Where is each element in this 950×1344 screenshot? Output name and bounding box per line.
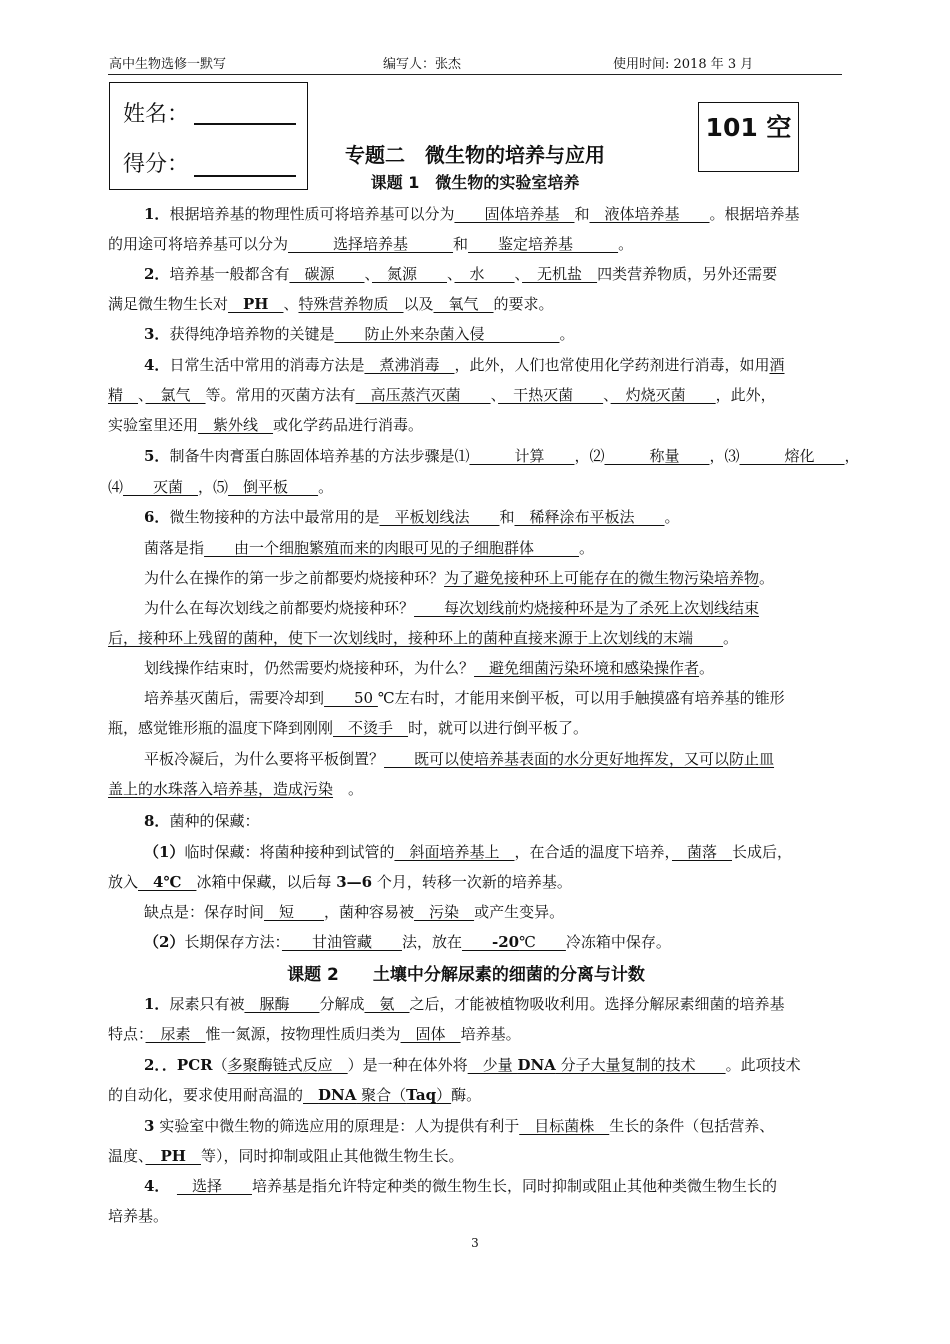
text-segment: 个月，转移一次新的培养基。 <box>372 873 572 891</box>
text-segment: 。根据培养基 <box>709 205 800 223</box>
answer-blank: -20 <box>492 933 520 951</box>
answer-blank: 不烫手 <box>333 719 409 737</box>
lesson1-title: 课题 1 微生物的实验室培养 <box>370 173 580 192</box>
text-segment: 特点： <box>108 1025 146 1043</box>
text-segment: 四类营养物质，另外还需要 <box>597 265 778 283</box>
text-segment: 。 <box>759 569 775 587</box>
answer-blank: 聚合（ <box>356 1086 407 1104</box>
answer-blank: 固体培养基 <box>454 205 575 223</box>
text-segment: 分解成 <box>319 995 365 1013</box>
text-segment: 培养基。 <box>460 1025 521 1043</box>
answer-blank: 碳源 <box>289 265 365 283</box>
header-left: 高中生物选修一默写 <box>109 57 227 72</box>
answer-blank: 4℃ <box>138 873 197 891</box>
text-segment: 。 <box>318 478 334 496</box>
text-segment: 培养基。 <box>108 1207 169 1225</box>
text-segment: （2） <box>144 933 185 951</box>
answer-blank: 氧气 <box>433 295 494 313</box>
text-segment: 的自动化，要求使用耐高温的 <box>108 1086 304 1104</box>
answer-blank: 每次划线前灼烧接种环是为了杀死上次划线结束 <box>414 599 760 617</box>
text-line <box>144 901 844 923</box>
text-segment: 4． <box>144 356 170 374</box>
text-segment: 和 <box>574 205 590 223</box>
text-line <box>144 1115 844 1137</box>
text-segment: 缺点是：保存时间 <box>144 903 265 921</box>
text-segment: 根据培养基的物理性质可将培养基可以分为 <box>169 205 455 223</box>
text-segment: ℃左右时，才能用来倒平板，可以用手触摸盛有培养基的锥形 <box>377 689 785 707</box>
header-date: 使用时间: 2018 年 3 月 <box>613 57 754 72</box>
text-segment: 和 <box>453 235 469 253</box>
text-line <box>108 233 844 255</box>
text-segment: 、 <box>447 265 455 283</box>
text-segment: 菌落是指 <box>144 539 205 557</box>
text-segment: 惟一氮源，按物理性质归类为 <box>205 1025 401 1043</box>
text-segment: 。 <box>333 780 364 798</box>
text-line <box>108 1145 844 1167</box>
text-segment: ，⑸ <box>198 478 229 496</box>
text-segment: 、 <box>138 386 146 404</box>
answer-blank: Taq <box>406 1086 437 1104</box>
text-segment: 、 <box>490 386 499 404</box>
text-segment: 等），同时抑制或阻止其他微生物生长。 <box>201 1147 464 1165</box>
text-line <box>144 1175 844 1197</box>
answer-blank: 甘油管藏 <box>281 933 402 951</box>
text-line <box>108 1084 844 1106</box>
text-line <box>144 1054 844 1076</box>
answer-blank: 盖上的水珠落入培养基，造成污染 <box>108 780 334 798</box>
text-segment: 长期保存方法： <box>184 933 282 951</box>
text-segment: 1． <box>144 205 170 223</box>
answer-blank: 精 <box>108 386 139 404</box>
text-segment: （1） <box>144 843 185 861</box>
text-line <box>144 931 844 953</box>
text-segment: 。此项技术 <box>725 1056 801 1074</box>
text-segment: ，此外，人们也常使用化学药剂进行消毒，如用 <box>454 356 770 374</box>
text-segment: 。 <box>699 659 715 677</box>
text-segment: 以及 <box>403 295 434 313</box>
text-segment: 长成后， <box>732 843 793 861</box>
header-author: 编写人：张杰 <box>383 57 462 72</box>
text-segment: 时，就可以进行倒平板了。 <box>408 719 589 737</box>
text-segment: 的用途可将培养基可以分为 <box>108 235 289 253</box>
page-header <box>108 58 842 75</box>
text-line <box>108 627 844 649</box>
text-line <box>144 687 844 709</box>
answer-blank: 目标菌株 <box>519 1117 610 1135</box>
text-segment: 、 <box>283 295 299 313</box>
answer-blank: 水 <box>454 265 515 283</box>
answer-blank: 多聚酶链式反应 <box>227 1056 348 1074</box>
answer-blank: 计算 <box>469 447 575 465</box>
answer-blank: 分子大量复制的技术 <box>555 1056 726 1074</box>
text-segment: 划线操作结束时，仍然需要灼烧接种环，为什么？ <box>144 659 475 677</box>
text-line <box>108 293 844 315</box>
text-segment: ， <box>844 447 860 465</box>
text-segment: 。 <box>618 235 634 253</box>
text-segment: 临时保藏：将菌种接种到试管的 <box>184 843 395 861</box>
answer-blank: 称量 <box>604 447 710 465</box>
answer-blank: DNA <box>318 1086 357 1104</box>
answer-blank: 氨 <box>364 995 410 1013</box>
answer-blank: 灼烧灭菌 <box>610 386 716 404</box>
answer-blank: 氯气 <box>145 386 206 404</box>
answer-blank: PH <box>160 1147 186 1165</box>
name-label: 姓名： <box>123 102 190 127</box>
answer-blank <box>693 629 723 647</box>
text-segment: ，菌种容易被 <box>324 903 415 921</box>
answer-blank: 为了避免接种环上可能存在的微生物污染培养物 <box>444 569 760 587</box>
text-segment: 微生物接种的方法中最常用的是 <box>169 508 380 526</box>
answer-blank <box>186 1147 201 1165</box>
text-line <box>144 537 844 559</box>
text-line <box>108 1205 844 1227</box>
answer-blank: 后，接种环上残留的菌种，使下一次划线时，接种环上的菌种直接来源于上次划线的末端 <box>108 629 694 647</box>
text-segment: 平板冷凝后，为什么要将平板倒置？ <box>144 750 385 768</box>
text-segment: ，在合适的温度下培养， <box>514 843 672 861</box>
answer-blank: 鉴定培养基 <box>468 235 619 253</box>
answer-blank: 尿素 <box>145 1025 206 1043</box>
answer-blank: DNA <box>517 1056 556 1074</box>
text-line <box>108 384 844 406</box>
text-segment: 。 <box>664 508 680 526</box>
answer-blank: 少量 <box>467 1056 518 1074</box>
text-segment: 、 <box>364 265 372 283</box>
text-segment: 之后，才能被植物吸收利用。选择分解尿素细菌的培养基 <box>409 995 785 1013</box>
text-segment: ⑷ <box>108 478 124 496</box>
answer-blank <box>462 933 492 951</box>
text-segment: 3． <box>144 325 170 343</box>
text-segment <box>162 1177 177 1195</box>
text-line <box>108 717 844 739</box>
answer-blank: 斜面培养基上 <box>394 843 515 861</box>
text-line <box>144 445 860 467</box>
answer-blank: 倒平板 <box>228 478 319 496</box>
answer-blank: 灭菌 <box>123 478 199 496</box>
answer-blank <box>303 1086 318 1104</box>
text-segment: （ <box>212 1056 228 1074</box>
text-segment: ，⑵ <box>574 447 605 465</box>
score-label: 得分： <box>123 152 190 177</box>
text-line <box>144 263 844 285</box>
text-segment: 冷冻箱中保存。 <box>565 933 671 951</box>
answer-blank: 选择 <box>176 1177 252 1195</box>
text-segment: 实验室中微生物的筛选应用的原理是：人为提供有利于 <box>154 1117 520 1135</box>
text-line <box>144 567 844 589</box>
text-segment: 8． <box>144 812 170 830</box>
text-segment: 4． <box>144 1177 162 1195</box>
text-line <box>108 778 844 800</box>
answer-blank: 酒 <box>769 356 785 374</box>
text-segment: 获得纯净培养物的关键是 <box>169 325 335 343</box>
lesson2-title: 课题 2 土壤中分解尿素的细菌的分离与计数 <box>287 965 645 985</box>
text-segment: 瓶，感觉锥形瓶的温度下降到刚刚 <box>108 719 334 737</box>
text-line <box>108 476 844 498</box>
text-segment: 菌种的保藏： <box>169 812 260 830</box>
answer-blank: 脲酶 <box>244 995 320 1013</box>
answer-blank: 氮源 <box>371 265 447 283</box>
answer-blank: 既可以使培养基表面的水分更好地挥发，又可以防止皿 <box>384 750 775 768</box>
answer-blank: 选择培养基 <box>288 235 454 253</box>
text-segment: 、 <box>514 265 523 283</box>
text-segment: 实验室里还用 <box>108 416 199 434</box>
answer-blank: 紫外线 <box>198 416 274 434</box>
topic-title: 专题二 微生物的培养与应用 <box>345 143 605 167</box>
text-segment: 2．．PCR <box>144 1056 213 1074</box>
answer-blank: 短 <box>264 903 325 921</box>
text-segment: 培养基一般都含有 <box>169 265 290 283</box>
text-segment: 。 <box>723 629 739 647</box>
answer-blank: 菌落 <box>671 843 732 861</box>
text-segment: 温度、 <box>108 1147 146 1165</box>
text-line <box>144 657 844 679</box>
answer-blank: 熔化 <box>739 447 845 465</box>
text-line <box>144 810 844 832</box>
answer-blank: 平板划线法 <box>379 508 500 526</box>
text-line <box>144 323 844 345</box>
text-segment: 5． <box>144 447 170 465</box>
text-segment: ，⑶ <box>709 447 740 465</box>
text-line <box>144 841 844 863</box>
text-segment: 日常生活中常用的消毒方法是 <box>169 356 365 374</box>
answer-blank: 由一个细胞繁殖而来的肉眼可见的子细胞群体 <box>204 539 580 557</box>
text-segment: 培养基是指允许特定种类的微生物生长，同时抑制或阻止其他种类微生物生长的 <box>251 1177 777 1195</box>
answer-blank: ） <box>436 1086 452 1104</box>
text-segment: 放入 <box>108 873 139 891</box>
text-segment: 生长的条件（包括营养、 <box>609 1117 775 1135</box>
text-segment: 法，放在 <box>401 933 462 951</box>
answer-blank: 50 <box>324 689 378 707</box>
text-segment: 3—6 <box>336 873 373 891</box>
text-segment: 2． <box>144 265 170 283</box>
text-segment: 等。常用的灭菌方法有 <box>205 386 356 404</box>
text-segment: 3 <box>144 1117 155 1135</box>
text-line <box>108 414 844 436</box>
text-segment: 和 <box>499 508 515 526</box>
answer-blank: 防止外来杂菌入侵 <box>334 325 560 343</box>
answer-blank: 特殊营养物质 <box>298 295 404 313</box>
answer-blank: 液体培养基 <box>589 205 710 223</box>
answer-blank: 固体 <box>400 1025 461 1043</box>
answer-blank: 避免细菌污染环境和感染操作者 <box>474 659 700 677</box>
name-blank-line <box>194 123 296 125</box>
answer-blank: PH <box>228 295 284 313</box>
text-segment: 、 <box>603 386 611 404</box>
answer-blank: ℃ <box>519 933 566 951</box>
text-segment: 制备牛肉膏蛋白胨固体培养基的方法步骤是⑴ <box>169 447 470 465</box>
text-segment: 6． <box>144 508 170 526</box>
text-line <box>144 506 844 528</box>
text-segment: 培养基灭菌后，需要冷却到 <box>144 689 325 707</box>
text-segment: 的要求。 <box>493 295 554 313</box>
text-line <box>144 993 844 1015</box>
page-number: 3 <box>471 1236 479 1250</box>
text-line <box>144 597 844 619</box>
answer-blank <box>146 1147 161 1165</box>
answer-blank: 无机盐 <box>522 265 598 283</box>
answer-blank: 煮沸消毒 <box>364 356 455 374</box>
answer-blank: 污染 <box>414 903 475 921</box>
answer-blank: 高压蒸汽灭菌 <box>355 386 491 404</box>
text-segment: 或化学药品进行消毒。 <box>273 416 424 434</box>
text-segment: 。 <box>579 539 595 557</box>
text-segment: ）是一种在体外将 <box>347 1056 468 1074</box>
text-line <box>108 1023 844 1045</box>
answer-blank: 稀释涂布平板法 <box>514 508 665 526</box>
answer-blank: 干热灭菌 <box>498 386 604 404</box>
text-segment: 为什么在操作的第一步之前都要灼烧接种环？ <box>144 569 445 587</box>
text-line <box>144 354 844 376</box>
text-line <box>144 203 844 225</box>
text-segment: 。 <box>559 325 575 343</box>
text-segment: 酶。 <box>451 1086 482 1104</box>
text-segment: ，此外， <box>715 386 776 404</box>
blank-count: 101 空 <box>705 113 792 142</box>
text-segment: 冰箱中保藏，以后每 <box>196 873 337 891</box>
text-segment: 或产生变异。 <box>474 903 565 921</box>
text-segment: 1． <box>144 995 170 1013</box>
text-segment: 尿素只有被 <box>169 995 245 1013</box>
text-segment: 为什么在每次划线之前都要灼烧接种环？ <box>144 599 415 617</box>
text-segment: 满足微生物生长对 <box>108 295 229 313</box>
text-line <box>108 871 844 893</box>
text-line <box>144 748 844 770</box>
